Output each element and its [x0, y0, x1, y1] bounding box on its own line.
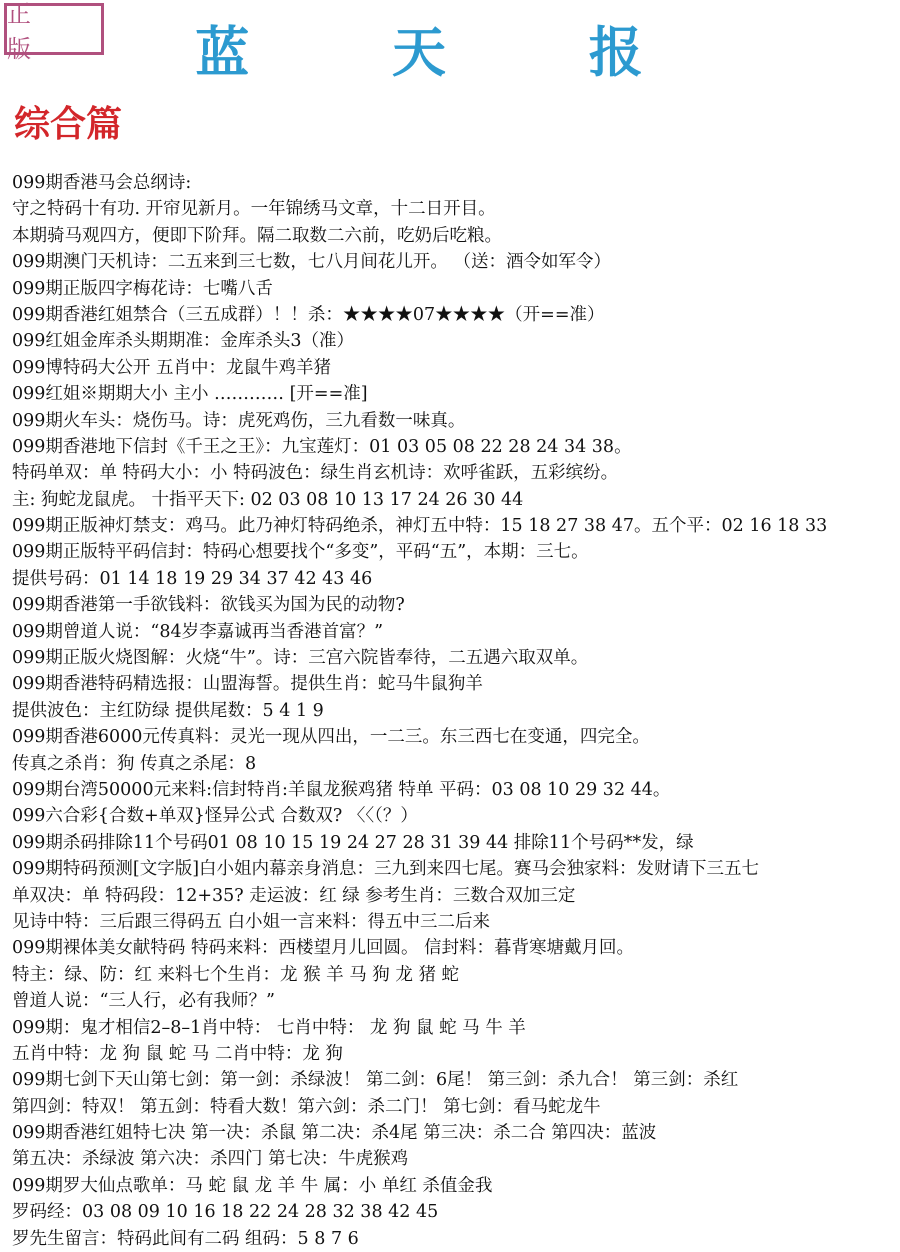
- text-line-8: 099博特码大公开 五肖中：龙鼠牛鸡羊猪: [12, 357, 331, 378]
- text-line-25: 099六合彩{合数+单双}怪异公式 合数双? 〈〈（？）: [12, 806, 418, 827]
- text-line-34: 五肖中特：龙 狗 鼠 蛇 马 二肖中特：龙 狗: [12, 1043, 343, 1064]
- text-line-29: 见诗中特：三后跟三得码五 白小姐一言来料：得五中三二后来: [12, 911, 491, 932]
- text-line-19: 099期正版火烧图解：火烧“牛”。诗：三宫六院皆奉待，二五遇六取双单。: [12, 648, 589, 669]
- text-line-6: 099期香港红姐禁合（三五成群）！！杀：★★★★07★★★★（开==准）: [12, 304, 605, 325]
- text-line-7: 099红姐金库杀头期期准：金库杀头3（准）: [12, 331, 355, 352]
- text-line-21: 提供波色：主红防绿 提供尾数：5 4 1 9: [12, 700, 324, 721]
- text-line-37: 099期香港红姐特七决 第一决：杀鼠 第二决：杀4尾 第三决：杀二合 第四决：蓝波: [12, 1123, 657, 1144]
- text-line-14: 099期正版神灯禁支：鸡马。此乃神灯特码绝杀，神灯五中特：15 18 27 38 47。五个平：02 16 18 33: [12, 516, 828, 537]
- text-line-5: 099期正版四字梅花诗：七嘴八舌: [12, 278, 273, 299]
- text-line-2: 守之特码十有功. 开帘见新月。一年锦绣马文章，十二日开目。: [12, 199, 496, 220]
- text-line-22: 099期香港6000元传真料：灵光一现从四出，一二三。东三西七在变通，四完全。: [12, 727, 650, 748]
- text-line-18: 099期曾道人说：“84岁李嘉诚再当香港首富？”: [12, 621, 384, 642]
- text-line-28: 单双决：单 特码段：12+35? 走运波：红 绿 参考生肖：三数合双加三定: [12, 885, 576, 906]
- text-line-13: 主: 狗蛇龙鼠虎。 十指平天下: 02 03 08 10 13 17 24 26 30 44: [12, 489, 524, 510]
- text-line-33: 099期：鬼才相信2–8–1肖中特： 七肖中特： 龙 狗 鼠 蛇 马 牛 羊: [12, 1017, 526, 1038]
- text-line-17: 099期香港第一手欲钱料：欲钱买为国为民的动物?: [12, 595, 405, 616]
- text-line-10: 099期火车头：烧伤马。诗：虎死鸡伤，三九看数一味真。: [12, 410, 466, 431]
- text-line-12: 特码单双：单 特码大小：小 特码波色：绿生肖玄机诗：欢呼雀跃，五彩缤纷。: [12, 463, 619, 484]
- text-line-26: 099期杀码排除11个号码01 08 10 15 19 24 27 28 31 39 44 排除11个号码**发，绿: [12, 832, 694, 853]
- text-line-4: 099期澳门天机诗：二五来到三七数，七八月间花儿开。 （送：酒令如军令）: [12, 252, 611, 273]
- text-line-32: 曾道人说：“三人行，必有我师？”: [12, 991, 275, 1012]
- text-line-31: 特主：绿、防：红 来料七个生肖：龙 猴 羊 马 狗 龙 猪 蛇: [12, 964, 460, 985]
- text-line-36: 第四剑：特双！ 第五剑：特看大数！第六剑：杀二门！ 第七剑：看马蛇龙牛: [12, 1096, 601, 1117]
- edition-badge: 正 版: [4, 3, 104, 55]
- text-line-3: 本期骑马观四方，便即下阶拜。隔二取数二六前，吃奶后吃粮。: [12, 225, 502, 246]
- text-line-35: 099期七剑下天山第七剑：第一剑：杀绿波！ 第二剑：6尾！ 第三剑：杀九合！ 第三剑：杀红: [12, 1070, 739, 1091]
- text-line-41: 罗先生留言：特码此间有二码 组码：5 8 7 6: [12, 1228, 359, 1249]
- text-line-30: 099期裸体美女献特码 特码来料：西楼望月儿回圆。 信封料：暮背寒塘戴月回。: [12, 938, 635, 959]
- text-line-20: 099期香港特码精选报：山盟海誓。提供生肖：蛇马牛鼠狗羊: [12, 674, 483, 695]
- text-line-11: 099期香港地下信封《千王之王》：九宝莲灯：01 03 05 08 22 28 24 34 38。: [12, 436, 632, 457]
- text-line-1: 099期香港马会总纲诗:: [12, 173, 192, 193]
- text-line-38: 第五决：杀绿波 第六决：杀四门 第七决：牛虎猴鸡: [12, 1149, 409, 1170]
- page-title: 蓝 天 报: [195, 21, 705, 84]
- text-line-40: 罗码经：03 08 09 10 16 18 22 24 28 32 38 42 45: [12, 1202, 439, 1223]
- section-title: 综合篇: [14, 103, 123, 145]
- text-line-39: 099期罗大仙点歌单：马 蛇 鼠 龙 羊 牛 属：小 单红 杀值金我: [12, 1175, 493, 1196]
- text-line-23: 传真之杀肖：狗 传真之杀尾：8: [12, 753, 257, 774]
- text-line-24: 099期台湾50000元来料:信封特肖:羊鼠龙猴鸡猪 特单 平码：03 08 10 29 32 44。: [12, 779, 671, 800]
- text-line-27: 099期特码预测[文字版]白小姐内幕亲身消息：三九到来四七尾。赛马会独家料：发财请下三五七: [12, 859, 760, 880]
- text-line-15: 099期正版特平码信封：特码心想要找个“多变”，平码“五”，本期：三七。: [12, 542, 589, 563]
- text-line-9: 099红姐※期期大小 主小 ………… [开==准]: [12, 384, 368, 405]
- content-body: [12, 170, 900, 1252]
- text-line-16: 提供号码：01 14 18 19 29 34 37 42 43 46: [12, 568, 373, 589]
